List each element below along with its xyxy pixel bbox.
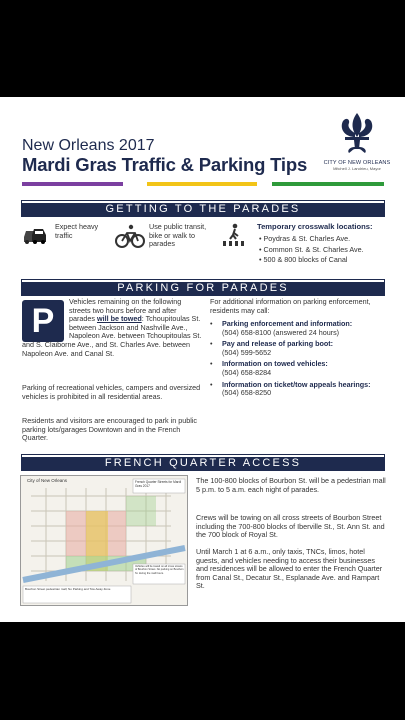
traffic-cars-icon bbox=[22, 225, 48, 245]
crosswalk-icon bbox=[222, 223, 248, 247]
section-header-getting bbox=[22, 201, 384, 216]
section-header-parking bbox=[22, 280, 384, 295]
section-header-fq bbox=[22, 455, 384, 470]
green-bar bbox=[272, 182, 384, 186]
map-note: Vehicles will be towed on all cross streets of Bourbon Street. No parking on Bourbon St. during the mall hours. bbox=[135, 565, 184, 575]
fleur-de-lis-icon bbox=[337, 111, 377, 155]
info-intro: For additional information on parking enforcement, residents may call: bbox=[210, 297, 371, 315]
crosswalk-title: Temporary crosswalk locations: bbox=[257, 222, 373, 231]
crosswalk-item: • 500 & 800 blocks of Canal bbox=[259, 255, 364, 266]
french-quarter-map bbox=[20, 475, 188, 606]
map-city-label: City of New Orleans bbox=[27, 478, 68, 483]
crosswalk-list bbox=[259, 234, 364, 266]
crosswalk-item: • Poydras & St. Charles Ave. bbox=[259, 234, 364, 245]
section-title: FRENCH QUARTER ACCESS bbox=[104, 457, 302, 469]
flyer-page bbox=[0, 97, 405, 622]
getting-item-traffic: Expect heavy traffic bbox=[55, 222, 99, 240]
tow-paragraph: Vehicles remaining on the following streets two hours before and after parades will be towed: Tchoupitoulas St. between Jackson and Nashville Ave., Napoleon Ave. between Tchoupitoulas St. and S. Claiborne Ave., and St. Charles Ave. between Napoleon Ave. and Canal St. bbox=[22, 297, 202, 358]
park-paragraph: Residents and visitors are encouraged to park in public parking lots/garages Downtown and in the French Quarter. bbox=[22, 416, 197, 443]
fq-paragraph-2: Crews will be towing on all cross streets of Bourbon Street including the 700-800 blocks of Iberville St., St. Ann St. and the 700 block of Royal St. bbox=[196, 513, 385, 540]
logo-city-name: CITY OF NEW ORLEANS bbox=[323, 160, 391, 166]
contact-list bbox=[210, 320, 382, 398]
fq-paragraph-1: The 100-800 blocks of Bourbon St. will be a pedestrian mall 5 p.m. to 5 a.m. each night of parades. bbox=[196, 476, 386, 494]
logo-mayor: Mitchell J. Landrieu, Mayor bbox=[333, 166, 381, 171]
map-graphic bbox=[21, 476, 187, 605]
parking-p-icon: P bbox=[22, 300, 64, 342]
city-logo bbox=[318, 111, 396, 171]
map-title: French Quarter Streets for Mardi Gras 2017 bbox=[135, 480, 182, 488]
rv-paragraph: Parking of recreational vehicles, campers and oversized vehicles is prohibited in all residential areas. bbox=[22, 383, 201, 401]
contact-item: • Parking enforcement and information: (504) 658-8100 (answered 24 hours) bbox=[210, 319, 353, 337]
crosswalk-item: • Common St. & St. Charles Ave. bbox=[259, 245, 364, 256]
section-title: PARKING FOR PARADES bbox=[117, 282, 289, 294]
section-title: GETTING TO THE PARADES bbox=[105, 203, 301, 215]
bicycle-icon bbox=[115, 223, 145, 249]
map-legend: Bourbon Street pedestrian mall; No Parking and Tow Away Zone bbox=[25, 587, 111, 591]
page-title: Mardi Gras Traffic & Parking Tips bbox=[22, 154, 308, 175]
will-be-towed: will be towed bbox=[96, 314, 142, 324]
contact-item: • Information on towed vehicles: (504) 658-8284 bbox=[210, 359, 328, 377]
title-year: New Orleans 2017 bbox=[22, 137, 155, 154]
getting-item-transit: Use public transit, bike or walk to parades bbox=[149, 222, 207, 249]
fq-paragraph-3: Until March 1 at 6 a.m., only taxis, TNCs, limos, hotel guests, and vehicles needing to access their businesses and residences will be allowed to enter the French Quarter from Canal St., Decatur St., Esplanade Ave. and Rampart St. bbox=[196, 547, 383, 591]
contact-item: • Information on ticket/tow appeals hearings: (504) 658-8250 bbox=[210, 379, 371, 398]
contact-item: • Pay and release of parking boot: (504) 599-5652 bbox=[210, 339, 334, 357]
gold-bar bbox=[147, 182, 257, 186]
purple-bar bbox=[22, 182, 123, 186]
